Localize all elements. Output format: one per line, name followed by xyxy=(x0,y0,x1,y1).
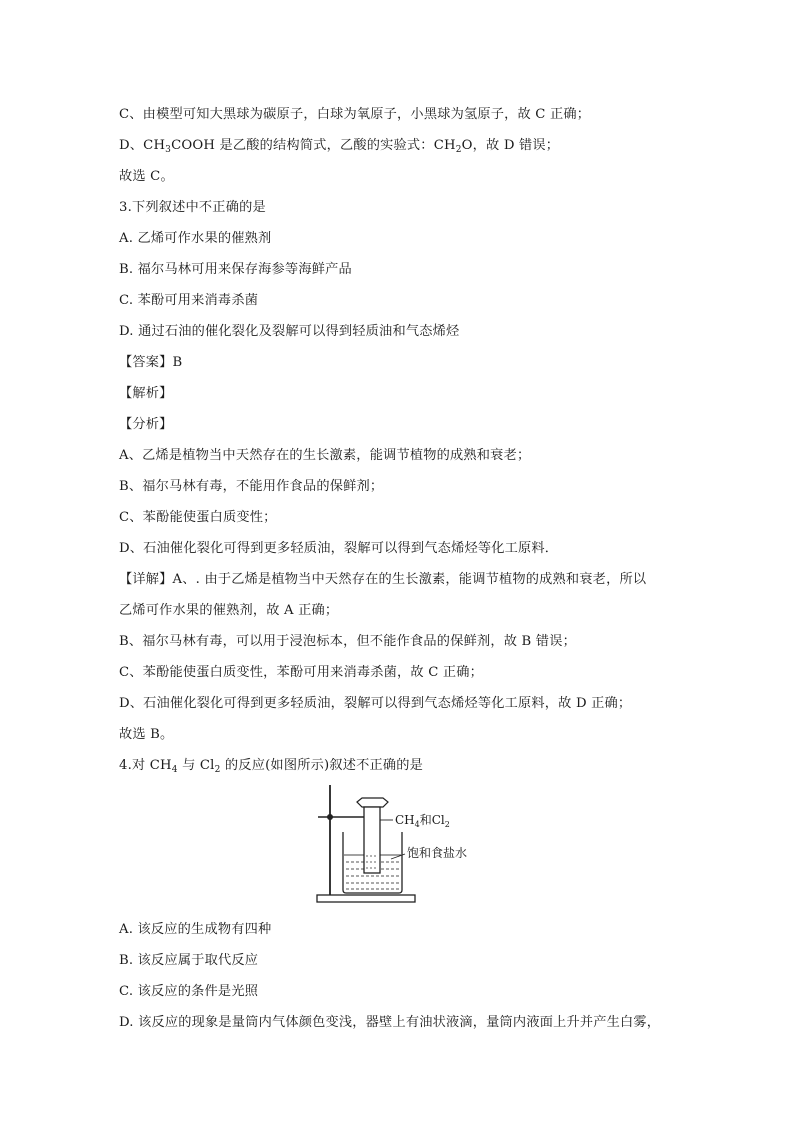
subscript: 3 xyxy=(165,145,172,155)
option-c: C. 该反应的条件是光照 xyxy=(119,984,259,999)
option-b: B. 该反应属于取代反应 xyxy=(119,953,259,968)
clamp-grip xyxy=(357,798,388,807)
answer-label: 【答案】B xyxy=(119,355,183,370)
subscript: 2 xyxy=(214,765,221,775)
detail-heading: 【详解】A、. 由于乙烯是植物当中天然存在的生长激素，能调节植物的成熟和衰老，所以 xyxy=(119,572,647,587)
text-line: 故选 B。 xyxy=(119,727,174,742)
text-line: C、苯酚能使蛋白质变性，苯酚可用来消毒杀菌，故 C 正确； xyxy=(119,665,484,680)
option-c: C. 苯酚可用来消毒杀菌 xyxy=(119,293,259,308)
option-d: D. 通过石油的催化裂化及裂解可以得到轻质油和气态烯烃 xyxy=(119,324,460,339)
gas-label: $CH_4$和$Cl_2$ xyxy=(395,813,450,829)
text-line: C、苯酚能使蛋白质变性； xyxy=(119,510,277,525)
analysis-label: 【解析】 xyxy=(119,386,173,401)
liquid-label: 饱和食盐水 xyxy=(407,846,468,860)
analysis-heading: 【分析】 xyxy=(119,417,173,432)
option-a: A. 该反应的生成物有四种 xyxy=(119,922,272,937)
text-line: 故选 C。 xyxy=(119,169,174,184)
text-line: B、福尔马林有毒，可以用于浸泡标本，但不能作食品的保鲜剂，故 B 错误； xyxy=(119,634,576,649)
subscript: 4 xyxy=(171,765,178,775)
text-fragment: O，故 D 错误； xyxy=(461,138,560,153)
text-fragment: D、CH xyxy=(119,138,166,153)
option-d: D. 该反应的现象是量筒内气体颜色变浅，器壁上有油状液滴，量筒内液面上升并产生白雾， xyxy=(119,1015,661,1030)
text-line: D、石油催化裂化可得到更多轻质油，裂解可以得到气态烯烃等化工原料，故 D 正确； xyxy=(119,696,632,711)
text-line: A、乙烯是植物当中天然存在的生长激素，能调节植物的成熟和衰老； xyxy=(119,448,531,463)
clamp-knob xyxy=(327,814,333,820)
text-line: D、石油催化裂化可得到更多轻质油，裂解可以得到气态烯烃等化工原料． xyxy=(119,541,559,556)
text-fragment: COOH 是乙酸的结构简式，乙酸的实验式：CH xyxy=(171,138,456,153)
apparatus-diagram xyxy=(313,780,483,910)
text-line: B、福尔马林有毒，不能用作食品的保鲜剂； xyxy=(119,479,384,494)
text-line: C、由模型可知大黑球为碳原子，白球为氧原子，小黑球为氢原子，故 C 正确； xyxy=(119,107,591,122)
subscript: 2 xyxy=(455,145,462,155)
option-b: B. 福尔马林可用来保存海参等海鲜产品 xyxy=(119,262,352,277)
question-heading: 3.下列叙述中不正确的是 xyxy=(119,200,266,215)
text-fragment: 的反应(如图所示)叙述不正确的是 xyxy=(220,758,424,773)
option-a: A. 乙烯可作水果的催熟剂 xyxy=(119,231,272,246)
text-fragment: 4.对 CH xyxy=(119,758,172,773)
text-fragment: 与 Cl xyxy=(177,758,215,773)
question-heading xyxy=(119,757,423,779)
text-line: 乙烯可作水果的催熟剂，故 A 正确； xyxy=(119,603,339,618)
stand-base xyxy=(317,895,415,902)
text-line xyxy=(119,137,559,159)
measuring-cylinder xyxy=(364,807,380,873)
apparatus-figure xyxy=(313,780,483,910)
